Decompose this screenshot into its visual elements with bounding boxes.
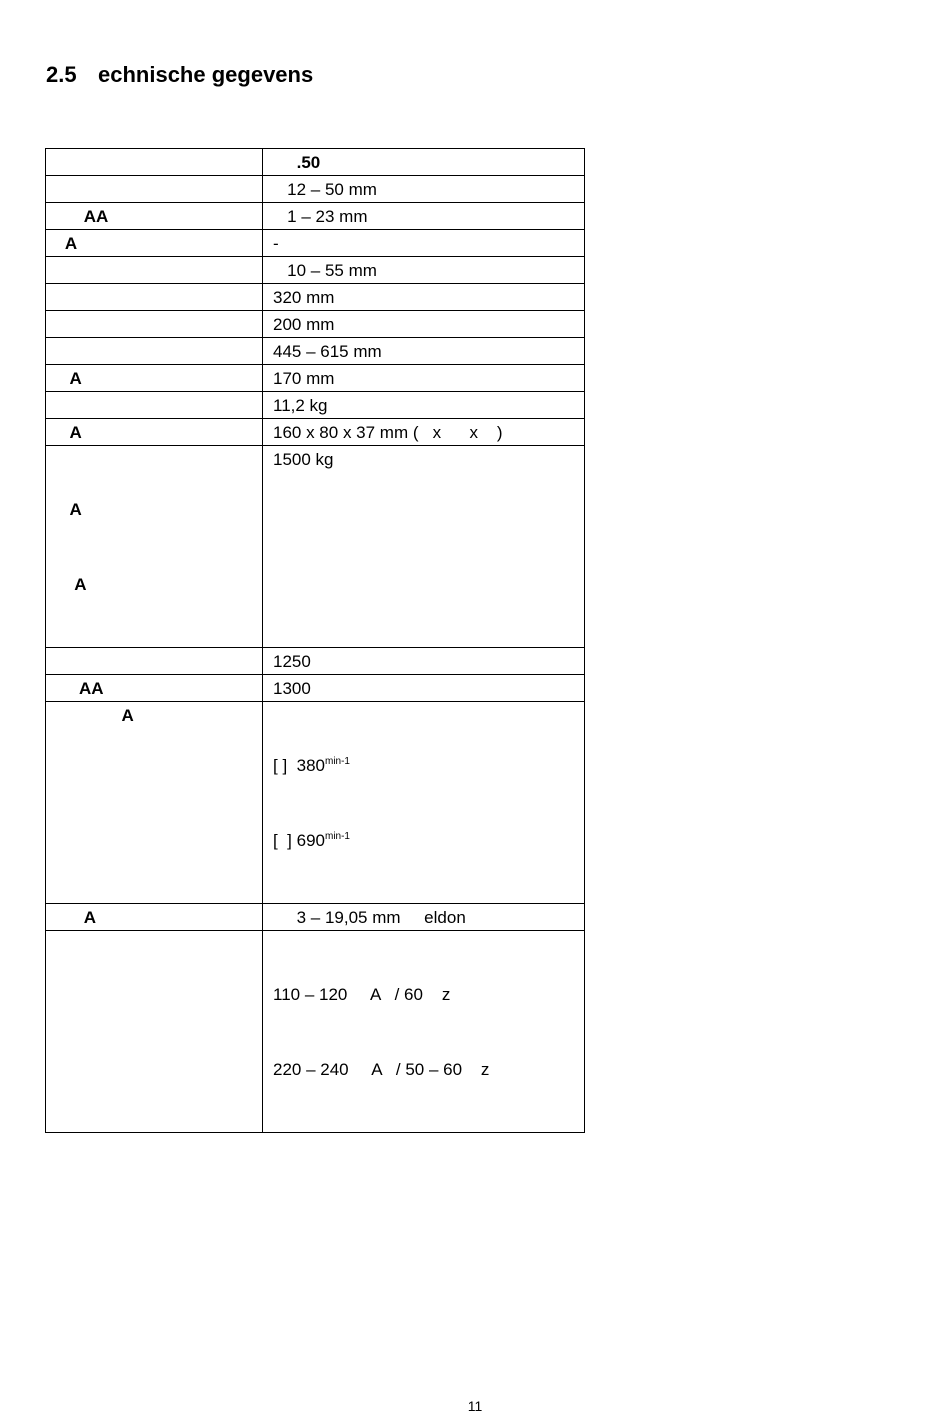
- speed-line: [273, 828, 574, 853]
- spec-label: [46, 311, 263, 338]
- spec-label: [46, 648, 263, 675]
- speed-unit: min-1: [324, 831, 350, 842]
- table-row: [46, 392, 585, 419]
- table-row: [46, 904, 585, 931]
- spec-label: A: [46, 230, 263, 257]
- spec-label: [46, 149, 263, 176]
- spec-value: 11,2 kg: [263, 392, 585, 419]
- spec-value: 200 mm: [263, 311, 585, 338]
- spec-value: 10 – 55 mm: [263, 257, 585, 284]
- spec-label: AA: [46, 203, 263, 230]
- speed-unit: min-1: [324, 756, 350, 767]
- table-row: [46, 675, 585, 702]
- section-heading: [46, 60, 313, 90]
- spec-label: [46, 446, 263, 648]
- spec-label-line: A: [56, 575, 87, 594]
- spec-label: [46, 257, 263, 284]
- section-number: 2.5: [46, 62, 77, 87]
- spec-value: 3 – 19,05 mm eldon: [263, 904, 585, 931]
- spec-value: 1 – 23 mm: [263, 203, 585, 230]
- table-row: [46, 230, 585, 257]
- table-row: [46, 931, 585, 1133]
- table-row: [46, 176, 585, 203]
- voltage-line: 220 – 240 A / 50 – 60 z: [273, 1060, 490, 1079]
- table-row: [46, 203, 585, 230]
- table-row: [46, 284, 585, 311]
- table-row: [46, 257, 585, 284]
- spec-value: [263, 702, 585, 904]
- spec-label: [46, 338, 263, 365]
- spec-value: 170 mm: [263, 365, 585, 392]
- page-number: 11: [467, 1398, 483, 1414]
- table-row: [46, 149, 585, 176]
- table-row: [46, 419, 585, 446]
- table-row: [46, 311, 585, 338]
- table-row: [46, 365, 585, 392]
- spec-label: [46, 284, 263, 311]
- spec-label-line: A: [56, 500, 82, 519]
- spec-value: 1500 kg: [263, 446, 585, 648]
- spec-value: 12 – 50 mm: [263, 176, 585, 203]
- spec-value: 320 mm: [263, 284, 585, 311]
- spec-value: 445 – 615 mm: [263, 338, 585, 365]
- speed-value: [ ] 380: [273, 756, 325, 775]
- spec-value: 160 x 80 x 37 mm ( x x ): [263, 419, 585, 446]
- spec-label: [46, 176, 263, 203]
- table-row: [46, 338, 585, 365]
- spec-value: 1250: [263, 648, 585, 675]
- spec-value: 1300: [263, 675, 585, 702]
- spec-value: -: [263, 230, 585, 257]
- spec-value: [263, 931, 585, 1133]
- section-title: echnische gegevens: [98, 62, 314, 87]
- spec-label: A: [46, 702, 263, 904]
- speed-line: [273, 753, 574, 778]
- spec-label: [46, 931, 263, 1133]
- spec-label: [46, 392, 263, 419]
- table-row: [46, 648, 585, 675]
- table-row: [46, 702, 585, 904]
- spec-label: A: [46, 365, 263, 392]
- spec-label: AA: [46, 675, 263, 702]
- spec-value: .50: [263, 149, 585, 176]
- table-row: [46, 446, 585, 648]
- spec-label: A: [46, 419, 263, 446]
- voltage-line: 110 – 120 A / 60 z: [273, 985, 451, 1004]
- specifications-table: [45, 148, 585, 1133]
- speed-value: [ ] 690: [273, 831, 325, 850]
- spec-label: A: [46, 904, 263, 931]
